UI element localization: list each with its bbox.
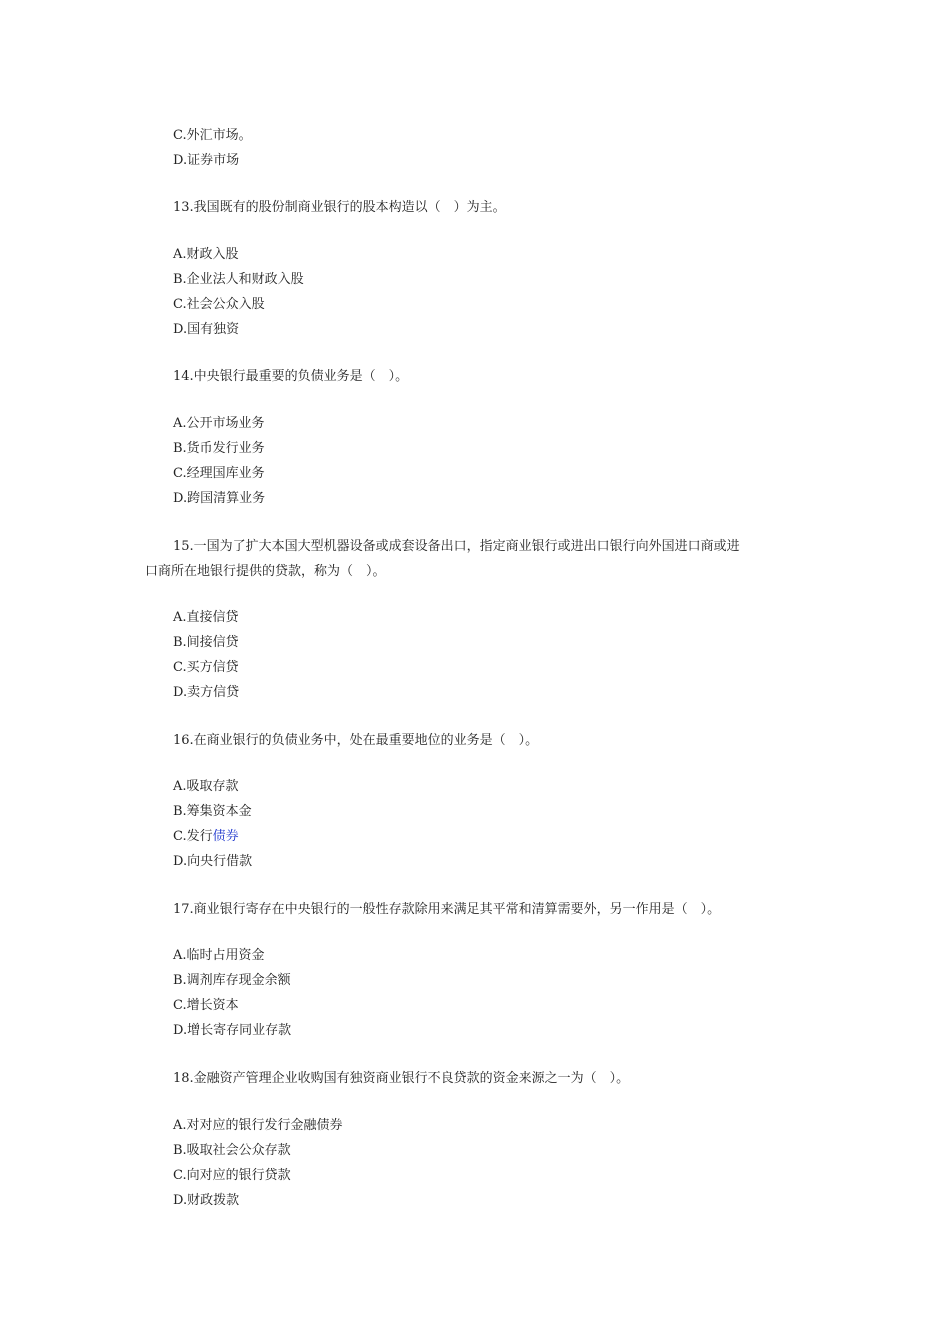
option-text: C.外汇市场。	[173, 128, 252, 143]
option-text: B.企业法人和财政入股	[173, 272, 304, 287]
option-text: B.调剂库存现金余额	[173, 973, 291, 988]
option-text: A.吸取存款	[173, 779, 239, 794]
question-stem-continued: 口商所在地银行提供的贷款，称为（ ）。	[145, 564, 386, 579]
question-stem: 17.商业银行寄存在中央银行的一般性存款除用来满足其平常和清算需要外，另一作用是（ ）。	[173, 902, 721, 917]
question-stem: 16.在商业银行的负债业务中，处在最重要地位的业务是（ ）。	[173, 733, 539, 748]
option-text: A.临时占用资金	[173, 948, 265, 963]
option-text	[173, 828, 239, 846]
option-text: C.买方信贷	[173, 660, 239, 675]
option-text: D.增长寄存同业存款	[173, 1023, 292, 1038]
option-text: B.间接信贷	[173, 635, 239, 650]
option-text: D.国有独资	[173, 322, 240, 337]
option-text: D.跨国清算业务	[173, 491, 266, 506]
option-text: B.货币发行业务	[173, 441, 265, 456]
option-text: C.向对应的银行贷款	[173, 1168, 291, 1183]
question-stem: 18.金融资产管理企业收购国有独资商业银行不良贷款的资金来源之一为（ ）。	[173, 1071, 630, 1086]
question-stem: 15.一国为了扩大本国大型机器设备或成套设备出口，指定商业银行或进出口银行向外国进口商或进	[173, 539, 740, 554]
option-text: D.证券市场	[173, 153, 240, 168]
option-text: B.吸取社会公众存款	[173, 1143, 291, 1158]
option-text: C.社会公众入股	[173, 297, 265, 312]
bond-link[interactable]: 债券	[212, 829, 239, 844]
option-text: A.直接信贷	[173, 610, 239, 625]
option-text: C.增长资本	[173, 998, 239, 1013]
option-text: A.对对应的银行发行金融债券	[173, 1118, 343, 1133]
option-text: C.经理国库业务	[173, 466, 265, 481]
question-stem: 13.我国既有的股份制商业银行的股本构造以（ ）为主。	[173, 200, 506, 215]
option-text: A.公开市场业务	[173, 416, 265, 431]
question-stem: 14.中央银行最重要的负债业务是（ ）。	[173, 369, 409, 384]
option-text: D.卖方信贷	[173, 685, 240, 700]
option-text: D.向央行借款	[173, 854, 253, 869]
option-text-prefix: C.发行	[173, 829, 213, 844]
option-text: A.财政入股	[173, 247, 239, 262]
option-text: D.财政拨款	[173, 1193, 240, 1208]
option-text: B.筹集资本金	[173, 804, 252, 819]
